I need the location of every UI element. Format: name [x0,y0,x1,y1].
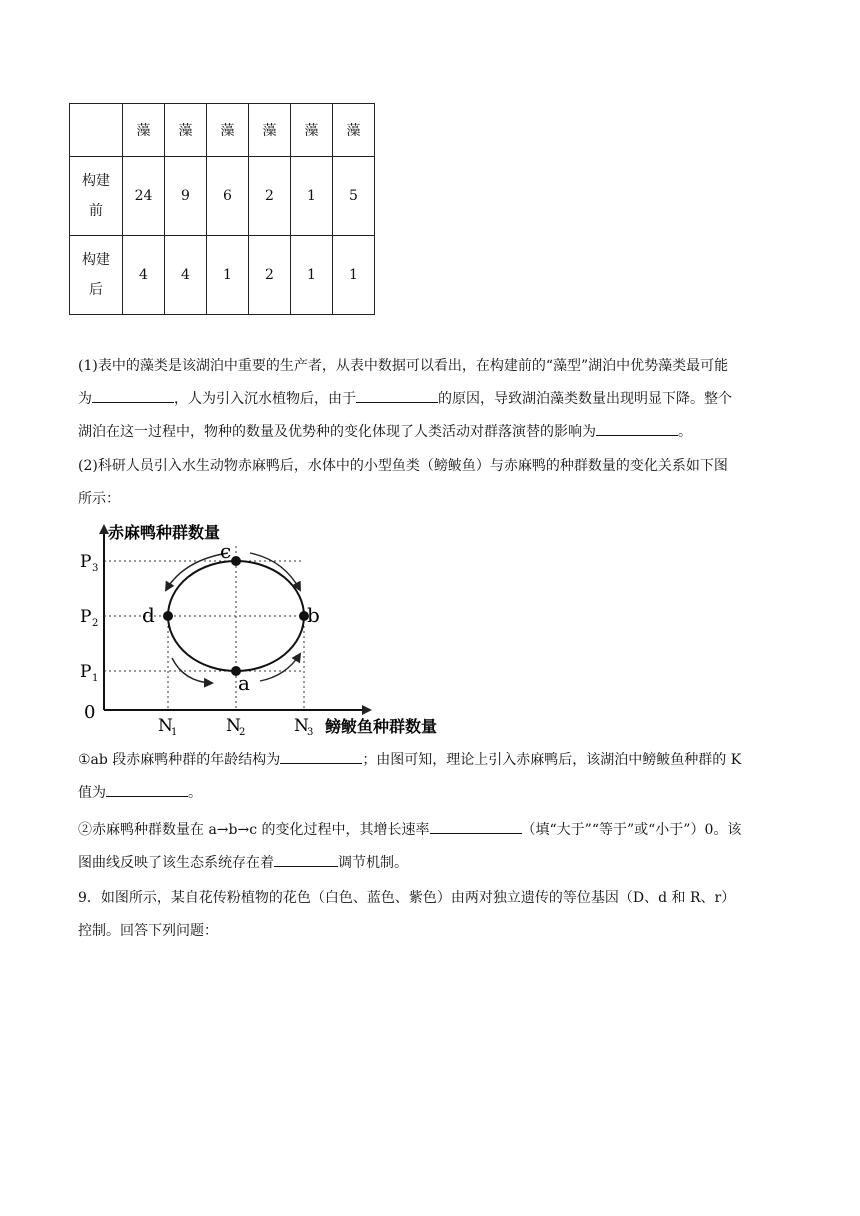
tick-main: P [80,662,92,682]
cycle-diagram [72,518,462,738]
row-label-line2: 后 [89,282,103,298]
q1-line2 [78,383,784,416]
table-cell: 24 [123,157,165,236]
row-label-after [70,236,123,315]
tick-sub: 3 [92,563,99,574]
q1-text: 。 [678,424,692,440]
table-cell: 2 [249,236,291,315]
sub-question-1 [78,744,784,810]
q1-text: ，人为引入沉水植物后，由于 [174,391,356,407]
y-tick-p3 [80,552,98,574]
tick-main: N [158,716,173,736]
sub2-text: （填“大于”“等于”或“小于”）0。该 [521,822,742,838]
sub1-text: 。 [188,785,202,801]
tick-main: P [80,552,92,572]
x-axis-title: 鳑鲏鱼种群数量 [325,717,438,736]
point-c [231,556,241,566]
q1-text: 湖泊在这一过程中，物种的数量及优势种的变化体现了人类活动对群落演替的影响为 [78,424,596,440]
table-header-cell: 藻 [333,104,375,157]
x-tick-n2 [226,716,245,738]
tick-sub: 2 [239,727,246,738]
table-cell: 1 [291,157,333,236]
table-row-before [70,157,375,236]
sub2-text: 调节机制。 [338,855,408,871]
table-header-cell: 藻 [291,104,333,157]
label-c: c [220,539,232,563]
table-row-after [70,236,375,315]
sub1-text: 值为 [78,785,106,801]
row-label-before [70,157,123,236]
question-1 [78,350,784,449]
tick-main: P [80,607,92,627]
sub2-text: ②赤麻鸭种群数量在 a→b→c 的变化过程中，其增长速率 [78,822,430,838]
y-tick-p2 [80,607,98,629]
row-label-line1: 构建 [82,173,110,189]
tick-sub: 3 [307,727,314,738]
table-cell: 4 [123,236,165,315]
table-header-cell: 藻 [123,104,165,157]
direction-arrows [166,553,300,683]
q1-line3 [78,416,784,449]
table-cell: 1 [291,236,333,315]
sub2-line2 [78,847,784,880]
origin-label: 0 [84,702,96,723]
row-label-line1: 构建 [82,252,110,268]
x-tick-n3 [294,716,313,738]
answer-blank[interactable] [106,782,188,797]
algae-count-table [69,103,375,315]
q1-text: 的原因，导致湖泊藻类数量出现明显下降。整个 [438,391,732,407]
tick-sub: 2 [92,618,99,629]
answer-blank[interactable] [596,421,678,436]
y-axis-title: 赤麻鸭种群数量 [108,523,221,542]
tick-sub: 1 [92,673,99,684]
table-corner-cell [70,104,123,157]
label-d: d [142,603,155,627]
table-header-cell: 藻 [207,104,249,157]
q9-line1: 9．如图所示，某自花传粉植物的花色（白色、蓝色、紫色）由两对独立遗传的等位基因（D、d 和 R、r） [78,890,736,906]
q2-line1: (2)科研人员引入水生动物赤麻鸭后，水体中的小型鱼类（鳑鲏鱼）与赤麻鸭的种群数量的变化关系如下图 [78,458,728,474]
x-tick-n1 [158,716,177,738]
sub2-line1 [78,814,784,847]
y-tick-p1 [80,662,98,684]
sub-question-2 [78,814,784,880]
answer-blank[interactable] [430,819,522,834]
answer-blank[interactable] [274,852,338,867]
q2-line2: 所示： [78,491,120,507]
table-header-cell: 藻 [249,104,291,157]
question-9 [78,882,784,948]
q1-line1: (1)表中的藻类是该湖泊中重要的生产者，从表中数据可以看出，在构建前的“藻型”湖泊中优势藻类最可能 [78,358,729,374]
sub1-text: ①ab 段赤麻鸭种群的年龄结构为 [78,752,281,768]
tick-main: N [294,716,309,736]
table-cell: 9 [165,157,207,236]
label-a: a [238,671,250,695]
answer-blank[interactable] [356,388,438,403]
answer-blank[interactable] [280,749,362,764]
q1-text: 为 [78,391,92,407]
tick-sub: 1 [171,727,178,738]
question-2 [78,450,784,516]
sub1-line1 [78,744,784,777]
population-cycle-figure [72,518,462,738]
row-label-line2: 前 [89,203,103,219]
table-cell: 4 [165,236,207,315]
table-cell: 5 [333,157,375,236]
table-cell: 6 [207,157,249,236]
sub1-text: ；由图可知，理论上引入赤麻鸭后，该湖泊中鳑鲏鱼种群的 K [362,752,742,768]
table-header-cell: 藻 [165,104,207,157]
tick-main: N [226,716,241,736]
table-cell: 1 [207,236,249,315]
table-header-row [70,104,375,157]
q9-line2: 控制。回答下列问题： [78,923,218,939]
table-cell: 1 [333,236,375,315]
sub1-line2 [78,777,784,810]
point-d [163,611,173,621]
answer-blank[interactable] [92,388,174,403]
label-b: b [307,603,320,627]
table-cell: 2 [249,157,291,236]
sub2-text: 图曲线反映了该生态系统存在着 [78,855,274,871]
